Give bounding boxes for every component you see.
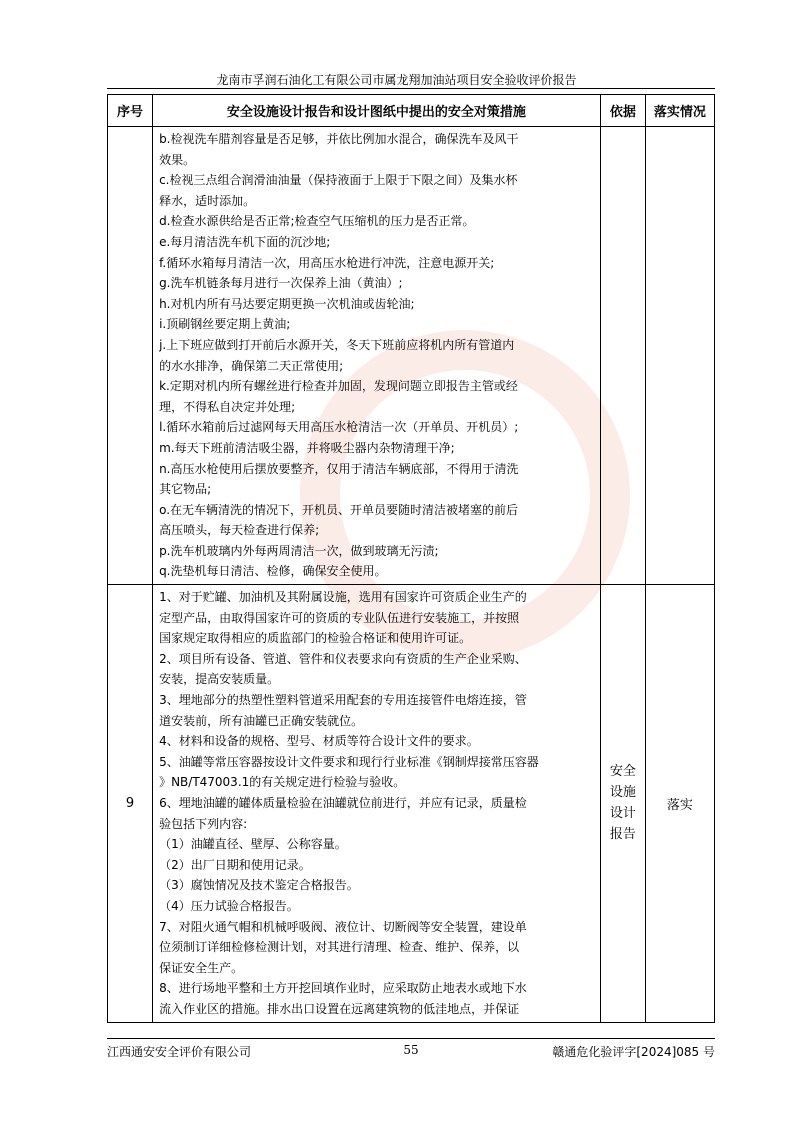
measure-line: l.循环水箱前后过滤网每天用高压水枪清洁一次（开单员、开机员）; bbox=[159, 420, 519, 435]
measure-line: 保证安全生产。 bbox=[159, 960, 244, 975]
measure-line: g.洗车机链条每月进行一次保养上油（黄油）; bbox=[159, 276, 403, 291]
measure-line: 高压喷头，每天检查进行保养; bbox=[159, 523, 320, 538]
header-divider bbox=[107, 88, 715, 89]
page-header-title: 龙南市孚润石油化工有限公司市属龙翔加油站项目安全验收评价报告 bbox=[216, 73, 577, 87]
measure-line: f.循环水箱每月清洁一次，用高压水枪进行冲洗，注意电源开关; bbox=[159, 255, 495, 270]
measure-line: j.上下班应做到打开前后水源开关，冬天下班前应将机内所有管道内 bbox=[159, 337, 515, 352]
table-row bbox=[108, 127, 715, 585]
measures-table bbox=[107, 94, 715, 1023]
measure-line: e.每月清洁洗车机下面的沉沙地; bbox=[159, 234, 331, 249]
measure-line: o.在无车辆清洗的情况下，开机员、开单员要随时清洁被堵塞的前后 bbox=[159, 502, 519, 517]
measure-line: d.检查水源供给是否正常;检查空气压缩机的压力是否正常。 bbox=[159, 214, 475, 229]
measure-line: 6、埋地油罐的罐体质量检验在油罐就位前进行，并应有记录，质量检 bbox=[159, 796, 527, 810]
table-row bbox=[108, 585, 715, 1022]
basis-cell bbox=[600, 127, 645, 585]
measure-line: q.洗垫机每日清洁、检修，确保安全使用。 bbox=[159, 564, 387, 579]
footer-company: 江西通安安全评价有限公司 bbox=[107, 1045, 252, 1059]
measure-line: 8、进行场地平整和土方开挖回填作业时，应采取防止地表水或地下水 bbox=[159, 981, 527, 996]
column-header-status: 落实情况 bbox=[645, 95, 714, 127]
measure-line: 其它物品; bbox=[159, 482, 212, 497]
basis-line: 设计 bbox=[609, 806, 636, 822]
measure-line: 3、埋地部分的热塑性塑料管道采用配套的专用连接管件电熔连接，管 bbox=[159, 693, 527, 708]
measure-line: （2）出厂日期和使用记录。 bbox=[159, 857, 311, 872]
row-number bbox=[108, 127, 153, 585]
measure-line: 2、项目所有设备、管道、管件和仪表要求向有资质的生产企业采购、 bbox=[159, 651, 527, 666]
measures-cell bbox=[153, 127, 601, 585]
measure-line: 安装，提高安装质量。 bbox=[159, 672, 280, 687]
measure-line: （4）压力试验合格报告。 bbox=[159, 898, 299, 913]
column-header-basis: 依据 bbox=[600, 95, 645, 127]
measure-line: 5、油罐等常压容器按设计文件要求和现行行业标准《钢制焊接常压容器 bbox=[159, 754, 539, 769]
basis-line: 安全 bbox=[609, 764, 636, 780]
measure-line: 7、对阻火通气帽和机械呼吸阀、液位计、切断阀等安全装置，建设单 bbox=[159, 919, 527, 934]
measure-line: 效果。 bbox=[159, 152, 196, 167]
footer-divider bbox=[107, 1038, 715, 1039]
footer-document-number: 赣通危化验评字[2024]085 号 bbox=[552, 1045, 715, 1059]
table-header-row bbox=[108, 95, 715, 127]
measure-line: 位须制订详细检修检测计划，对其进行清理、检查、维护、保养，以 bbox=[159, 940, 520, 955]
measure-line: i.顶刷钢丝要定期上黄油; bbox=[159, 317, 291, 332]
measure-line: （3）腐蚀情况及技术鉴定合格报告。 bbox=[159, 878, 359, 893]
measures-cell bbox=[153, 585, 601, 1022]
column-header-measures: 安全设施设计报告和设计图纸中提出的安全对策措施 bbox=[153, 95, 601, 127]
measure-line: 》NB/T47003.1的有关规定进行检验与验收。 bbox=[159, 775, 406, 790]
measure-line: 理，不得私自决定并处理; bbox=[159, 399, 296, 414]
basis-cell bbox=[600, 585, 645, 1022]
basis-line: 设施 bbox=[609, 785, 636, 801]
measure-line: h.对机内所有马达要定期更换一次机油或齿轮油; bbox=[159, 296, 415, 311]
column-header-number: 序号 bbox=[108, 95, 153, 127]
measure-line: 国家规定取得相应的质监部门的检验合格证和使用许可证。 bbox=[159, 631, 472, 646]
measure-line: n.高压水枪使用后摆放要整齐，仅用于清洁车辆底部，不得用于清洗 bbox=[159, 461, 519, 476]
measure-line: （1）油罐直径、壁厚、公称容量。 bbox=[159, 837, 347, 852]
measure-line: c.检视三点组合润滑油油量（保持液面于上限于下限之间）及集水杯 bbox=[159, 173, 518, 188]
status-cell bbox=[645, 127, 714, 585]
measure-line: m.每天下班前清洁吸尘器，并将吸尘器内杂物清理干净; bbox=[159, 440, 455, 455]
measure-line: k.定期对机内所有螺丝进行检查并加固，发现问题立即报告主管或经 bbox=[159, 379, 518, 394]
row-number: 9 bbox=[108, 585, 153, 1022]
measure-line: 定型产品，由取得国家许可的资质的专业队伍进行安装施工，并按照 bbox=[159, 610, 520, 625]
basis-line: 报告 bbox=[609, 827, 636, 843]
measure-line: b.检视洗车腊剂容量是否足够，并依比例加水混合，确保洗车及风干 bbox=[159, 132, 519, 146]
measure-line: 流入作业区的措施。排水出口设置在远离建筑物的低洼地点，并保证 bbox=[159, 1001, 520, 1016]
page-number: 55 bbox=[403, 1043, 419, 1057]
measure-line: 释水，适时添加。 bbox=[159, 193, 256, 208]
measure-line: 的水水排净，确保第二天正常使用; bbox=[159, 358, 344, 373]
measure-line: 4、材料和设备的规格、型号、材质等符合设计文件的要求。 bbox=[159, 734, 479, 749]
measure-line: 1、对于贮罐、加油机及其附属设施，选用有国家许可资质企业生产的 bbox=[159, 590, 527, 605]
measure-line: 道安装前，所有油罐已正确安装就位。 bbox=[159, 713, 364, 728]
measure-line: p.洗车机玻璃内外每两周清洁一次，做到玻璃无污渍; bbox=[159, 543, 439, 558]
status-cell: 落实 bbox=[645, 585, 714, 1022]
measure-line: 验包括下列内容: bbox=[159, 816, 248, 831]
